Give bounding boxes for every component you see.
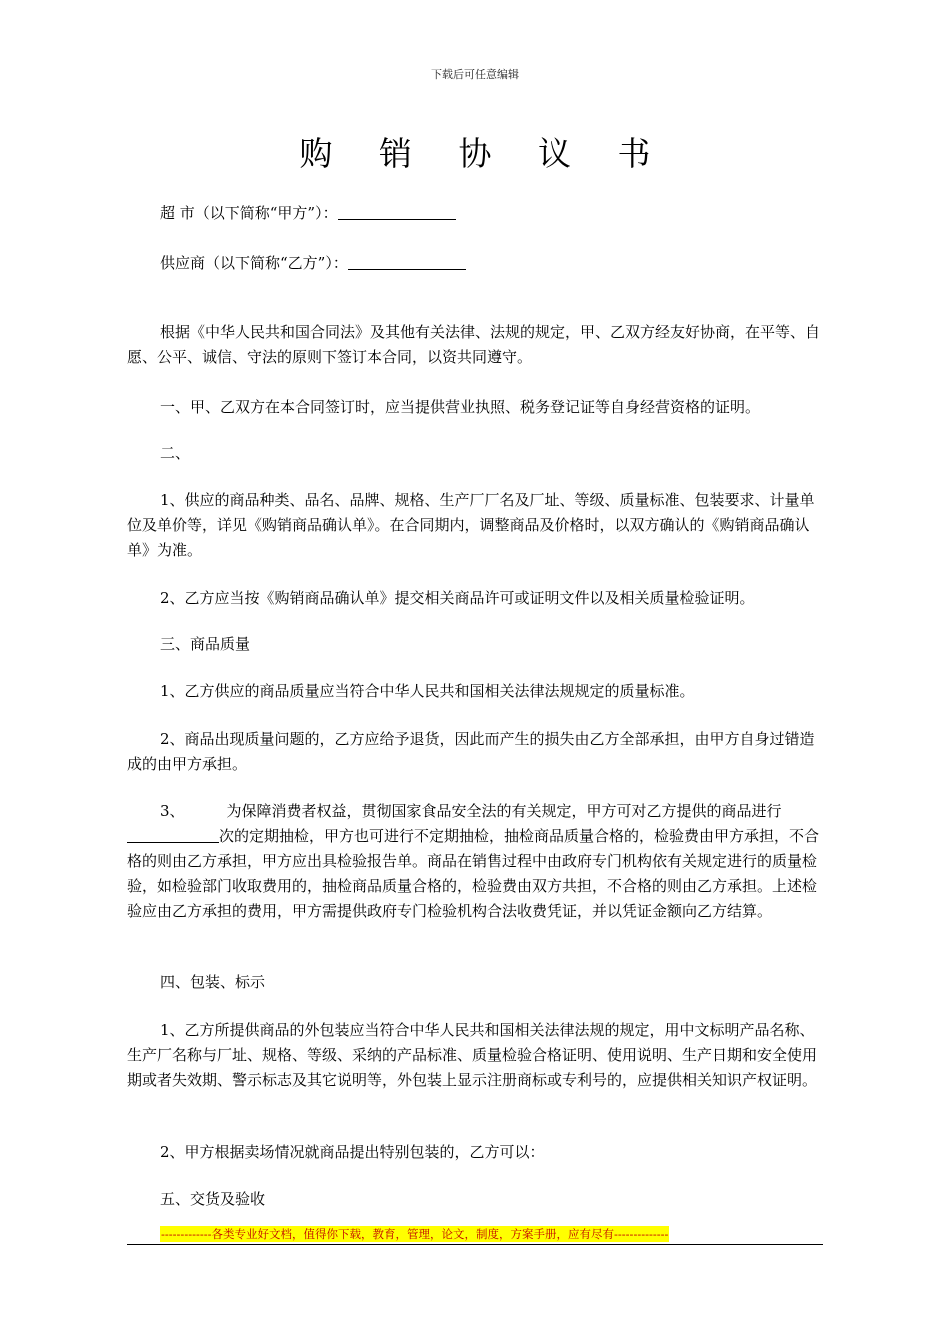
document-title: 购 销 协 议 书 <box>299 134 669 173</box>
footer-rule <box>127 1244 823 1245</box>
party-b-line <box>160 252 466 273</box>
section-1: 一、甲、乙双方在本合同签订时，应当提供营业执照、税务登记证等自身经营资格的证明。 <box>160 398 761 416</box>
section-5-heading: 五、交货及验收 <box>160 1190 266 1208</box>
item-3-text-b: 次的定期抽检，甲方也可进行不定期抽检，抽检商品质量合格的，检验费由甲方承担，不合格的则由乙方承担，甲方应出具检验报告单。商品在销售过程中由政府专门机构依有关规定进行的质量检验，如检验部门收取费用的，抽检商品质量合格的，检验费由双方共担，不合格的则由乙方承担。上述检验应由乙方承担的费用，甲方需提供政府专门检验机构合法收费凭证，并以凭证金额向乙方结算。 <box>127 827 820 920</box>
party-a-blank[interactable] <box>338 205 456 220</box>
section-2-item-2: 2、乙方应当按《购销商品确认单》提交相关商品许可或证明文件以及相关质量检验证明。 <box>160 589 755 607</box>
section-2-heading: 二、 <box>160 444 191 462</box>
party-b-blank[interactable] <box>348 255 466 270</box>
section-3-item-3 <box>127 799 827 924</box>
section-4-item-2: 2、甲方根据卖场情况就商品提出特别包装的，乙方可以： <box>160 1143 545 1161</box>
item-3-number: 3、 <box>160 802 185 820</box>
section-3-item-1: 1、乙方供应的商品质量应当符合中华人民共和国相关法律法规规定的质量标准。 <box>160 682 695 700</box>
section-4-heading: 四、包装、标示 <box>160 973 266 991</box>
header-note: 下载后可任意编辑 <box>431 68 519 81</box>
item-3-text-a: 为保障消费者权益，贯彻国家食品安全法的有关规定，甲方可对乙方提供的商品进行 <box>226 802 782 820</box>
inspection-count-blank[interactable] <box>127 829 219 843</box>
footer-banner: -------------各类专业好文档，值得你下载，教育，管理，论文，制度，方案手册，应有尽有-------------- <box>161 1227 669 1241</box>
section-4-item-1: 1、乙方所提供商品的外包装应当符合中华人民共和国相关法律法规的规定，用中文标明产品名称、生产厂名称与厂址、规格、等级、采纳的产品标准、质量检验合格证明、使用说明、生产日期和安全使用期或者失效期、警示标志及其它说明等，外包装上显示注册商标或专利号的，应提供相关知识产权证明。 <box>127 1021 818 1089</box>
section-2-item-1: 1、供应的商品种类、品名、品牌、规格、生产厂厂名及厂址、等级、质量标准、包装要求、计量单位及单价等，详见《购销商品确认单》。在合同期内，调整商品及价格时，以双方确认的《购销商品确认单》为准。 <box>127 491 815 559</box>
party-a-label: 超 市（以下简称“甲方”）： <box>160 204 338 222</box>
section-3-heading: 三、商品质量 <box>160 635 251 653</box>
section-3-item-2: 2、商品出现质量问题的，乙方应给予退货，因此而产生的损失由乙方全部承担，由甲方自身过错造成的由甲方承担。 <box>127 730 815 773</box>
preamble-paragraph: 根据《中华人民共和国合同法》及其他有关法律、法规的规定，甲、乙双方经友好协商，在平等、自愿、公平、诚信、守法的原则下签订本合同，以资共同遵守。 <box>127 323 821 366</box>
party-a-line <box>160 202 456 223</box>
party-b-label: 供应商（以下简称“乙方”）： <box>160 254 348 272</box>
